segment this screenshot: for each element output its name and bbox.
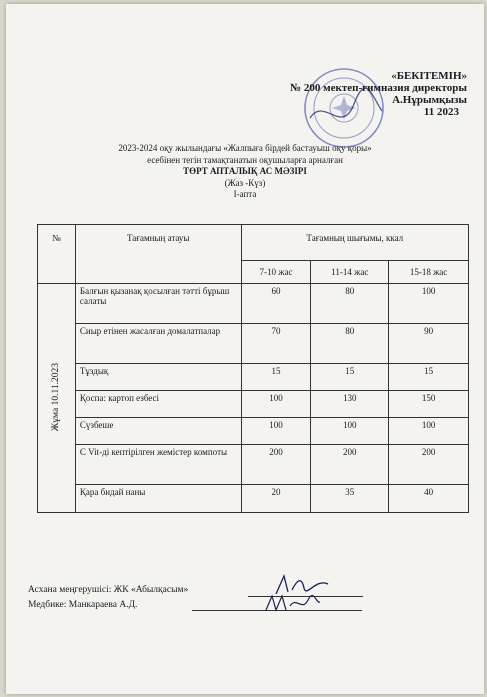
kcal-cell: 15 <box>311 364 389 391</box>
header-line-2: есебінен тегін тамақтанатын оқушыларға арналған <box>147 154 343 165</box>
header-line-1: 2023-2024 оқу жылындағы «Жалпыға бірдей бастауыш оқу қоры» <box>118 143 372 153</box>
kcal-cell: 200 <box>311 445 389 485</box>
approval-label: «БЕКІТЕМІН» <box>391 70 467 82</box>
nurse-label: Медбике: Манкараева А.Д. <box>28 600 138 610</box>
kcal-cell: 90 <box>389 324 469 364</box>
table-row <box>38 284 469 324</box>
kcal-cell: 150 <box>389 391 469 418</box>
col-dish-header: Тағамның атауы <box>75 225 241 284</box>
kcal-cell: 15 <box>389 364 469 391</box>
handwritten-signature <box>262 590 322 616</box>
table-row <box>38 418 469 445</box>
dish-cell: Сиыр етінен жасалған домалатпалар <box>75 324 241 364</box>
menu-table <box>37 224 469 513</box>
document-header <box>60 143 430 201</box>
dish-cell: Қара бидай наны <box>75 485 241 513</box>
dish-cell: Балғын қызанақ қосылған тәтті бұрыш салаты <box>75 284 241 324</box>
canteen-manager-label: Асхана меңгерушісі: ЖК «Абылқасым» <box>28 585 189 595</box>
table-row <box>38 485 469 513</box>
col-yield-header: Тағамның шығымы, ккал <box>241 225 468 261</box>
kcal-cell: 100 <box>389 284 469 324</box>
kcal-cell: 100 <box>311 418 389 445</box>
kcal-cell: 60 <box>241 284 311 324</box>
dish-cell: Сүзбеше <box>75 418 241 445</box>
season-label: (Жаз -Күз) <box>224 177 266 188</box>
day-date-label: Жұма 10.11.2023 <box>50 362 61 432</box>
approval-block <box>237 70 467 118</box>
approval-name: А.Нұрымқызы <box>392 94 467 106</box>
kcal-cell: 130 <box>311 391 389 418</box>
page-title: ТӨРТ АПТАЛЫҚ АС МӘЗІРІ <box>183 166 307 176</box>
table-row <box>38 445 469 485</box>
approval-director: № 200 мектеп-гимназия директоры <box>290 82 467 94</box>
kcal-cell: 40 <box>389 485 469 513</box>
kcal-cell: 35 <box>311 485 389 513</box>
kcal-cell: 80 <box>311 324 389 364</box>
kcal-cell: 20 <box>241 485 311 513</box>
kcal-cell: 100 <box>389 418 469 445</box>
kcal-cell: 15 <box>241 364 311 391</box>
table-row <box>38 364 469 391</box>
week-label: І-апта <box>233 189 257 199</box>
approval-date: 11 2023 <box>423 106 459 118</box>
kcal-cell: 70 <box>241 324 311 364</box>
kcal-cell: 200 <box>241 445 311 485</box>
dish-cell: Қоспа: картоп езбесі <box>75 391 241 418</box>
col-number-header: № <box>38 225 76 284</box>
kcal-cell: 80 <box>311 284 389 324</box>
age-group-header: 15-18 жас <box>389 261 469 284</box>
age-group-header: 7-10 жас <box>241 261 311 284</box>
kcal-cell: 100 <box>241 418 311 445</box>
kcal-cell: 100 <box>241 391 311 418</box>
table-row <box>38 391 469 418</box>
kcal-cell: 200 <box>389 445 469 485</box>
age-group-header: 11-14 жас <box>311 261 389 284</box>
day-cell <box>38 284 76 513</box>
table-row <box>38 324 469 364</box>
dish-cell: Тұздық <box>75 364 241 391</box>
dish-cell: С Vit-ді кептірілген жемістер компоты <box>75 445 241 485</box>
